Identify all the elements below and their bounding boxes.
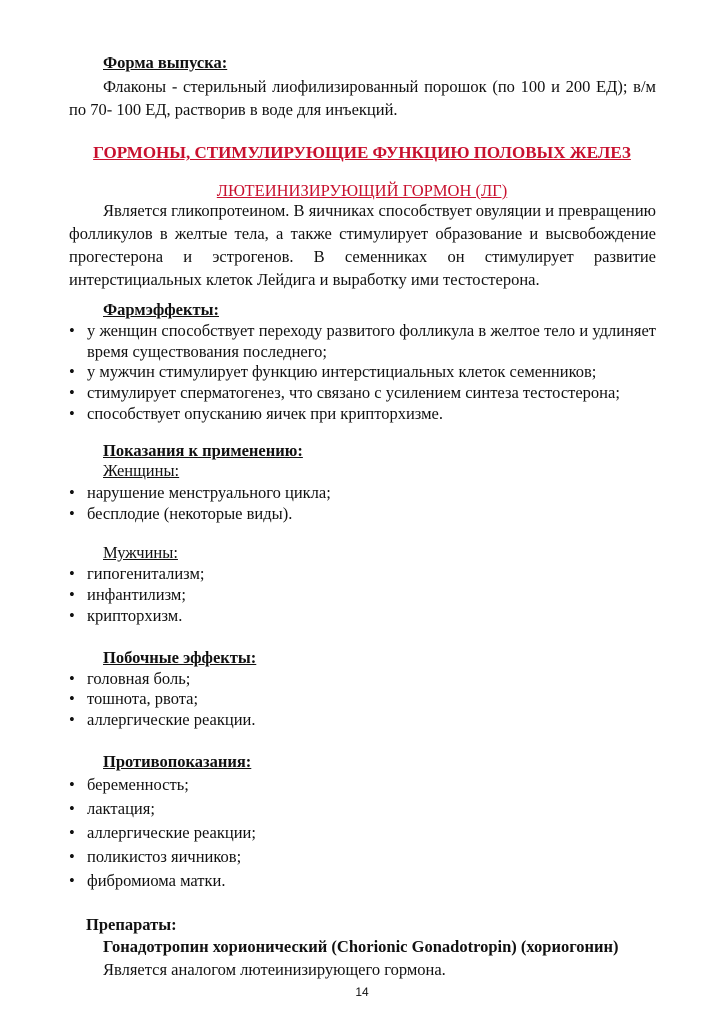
bullet-icon: • — [69, 689, 75, 708]
list-item-text: у женщин способствует переходу развитого фолликула в желтое тело и удлиняет время существования последнего; — [87, 321, 656, 361]
list-item-text: аллергические реакции; — [87, 823, 256, 842]
list-item — [69, 584, 656, 605]
list-item-text: фибромиома матки. — [87, 871, 226, 890]
list-item — [69, 605, 656, 626]
contraindications-heading: Противопоказания: — [103, 752, 252, 771]
list-item — [69, 503, 656, 524]
bullet-icon: • — [69, 564, 75, 583]
release-form-text — [69, 75, 656, 121]
bullet-icon: • — [69, 606, 75, 625]
bullet-icon: • — [69, 847, 75, 866]
women-label: Женщины: — [103, 461, 180, 480]
drug-name: Гонадотропин хорионический (Chorionic Gonadotropin) (хориогонин) — [103, 937, 619, 956]
list-item — [69, 403, 656, 424]
bullet-icon: • — [69, 669, 75, 688]
intro-text: Является гликопротеином. В яичниках способствует овуляции и превращению фолликулов в желтые тела, а также стимулирует образование и высвобождение прогестерона и эстрогенов. В семенниках он стимулирует развитие интерстициальных клеток Лейдига и выработку ими тестостерона. — [69, 201, 656, 289]
list-item-text: беременность; — [87, 775, 189, 794]
bullet-icon: • — [69, 504, 75, 523]
bullet-icon: • — [69, 871, 75, 890]
bullet-icon: • — [69, 483, 75, 502]
list-item-text: нарушение менструального цикла; — [87, 483, 331, 502]
side-effects-heading: Побочные эффекты: — [103, 648, 257, 667]
bullet-icon: • — [69, 383, 75, 402]
list-item — [69, 846, 656, 867]
list-item-text: стимулирует сперматогенез, что связано с усилением синтеза тестостерона; — [87, 383, 620, 402]
list-item — [69, 482, 656, 503]
list-item — [69, 382, 656, 403]
list-item — [69, 709, 656, 730]
release-form-text-content: Флаконы - стерильный лиофилизированный порошок (по 100 и 200 ЕД); в/м по 70- 100 ЕД, растворив в воде для инъекций. — [69, 77, 656, 119]
indications-heading: Показания к применению: — [103, 441, 303, 460]
men-label: Мужчины: — [103, 543, 178, 562]
list-item-text: поликистоз яичников; — [87, 847, 242, 866]
list-item — [69, 870, 656, 891]
preparations-heading: Препараты: — [86, 915, 177, 934]
bullet-icon: • — [69, 823, 75, 842]
section-title: ГОРМОНЫ, СТИМУЛИРУЮЩИЕ ФУНКЦИЮ ПОЛОВЫХ ЖЕЛЕЗ — [93, 143, 631, 162]
list-item — [69, 668, 656, 689]
bullet-icon: • — [69, 585, 75, 604]
list-item-text: лактация; — [87, 799, 155, 818]
list-item — [69, 320, 656, 362]
list-item-text: гипогенитализм; — [87, 564, 205, 583]
page-number: 14 — [355, 985, 369, 999]
bullet-icon: • — [69, 775, 75, 794]
pharm-effects-heading: Фармэффекты: — [103, 300, 219, 319]
bullet-icon: • — [69, 321, 75, 340]
list-item-text: инфантилизм; — [87, 585, 186, 604]
list-item — [69, 688, 656, 709]
list-item-text: тошнота, рвота; — [87, 689, 199, 708]
bullet-icon: • — [69, 362, 75, 381]
intro-paragraph — [69, 199, 656, 291]
drug-description: Является аналогом лютеинизирующего гормона. — [103, 960, 446, 979]
list-item — [69, 822, 656, 843]
bullet-icon: • — [69, 710, 75, 729]
list-item — [69, 774, 656, 795]
list-item-text: способствует опусканию яичек при крипторхизме. — [87, 404, 443, 423]
list-item-text: крипторхизм. — [87, 606, 183, 625]
list-item-text: аллергические реакции. — [87, 710, 256, 729]
list-item-text: бесплодие (некоторые виды). — [87, 504, 293, 523]
list-item — [69, 361, 656, 382]
list-item — [69, 798, 656, 819]
list-item-text: у мужчин стимулирует функцию интерстициальных клеток семенников; — [87, 362, 597, 381]
release-form-heading: Форма выпуска: — [103, 53, 228, 72]
subsection-title: ЛЮТЕИНИЗИРУЮЩИЙ ГОРМОН (ЛГ) — [216, 181, 508, 200]
list-item-text: головная боль; — [87, 669, 191, 688]
list-item — [69, 563, 656, 584]
bullet-icon: • — [69, 404, 75, 423]
bullet-icon: • — [69, 799, 75, 818]
